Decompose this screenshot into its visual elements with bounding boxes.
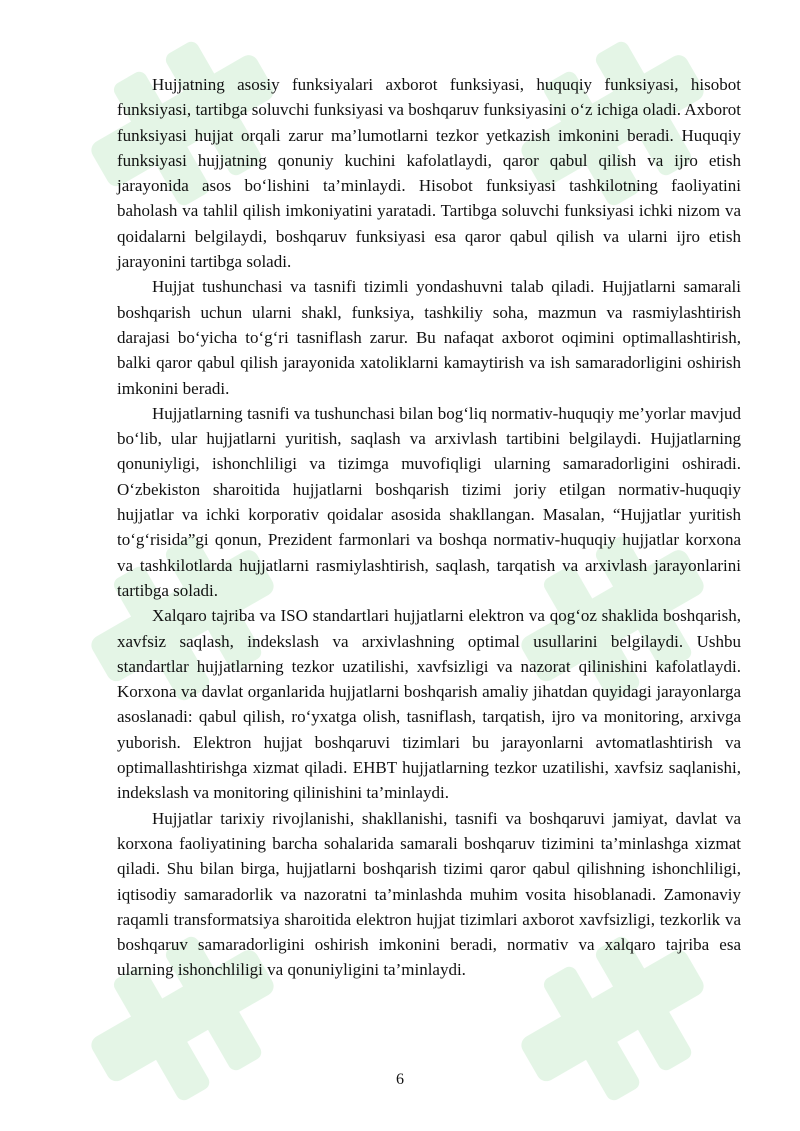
document-body	[117, 72, 741, 983]
paragraph-regulations: Hujjatlarning tasnifi va tushunchasi bilan bog‘liq normativ-huquqiy me’yorlar mavjud bo‘lib, ular hujjatlarni yuritish, saqlash va arxivlash tartibini belgilaydi. Hujjatlarning qonuniyligi, ishonchliligi va tizimga muvofiqligi ularning samaradorligini oshiradi. O‘zbekiston sharoitida hujjatlarni boshqarish tizimi joriy etilgan normativ-huquqiy hujjatlar va ichki korporativ qoidalar asosida shakllangan. Masalan, “Hujjatlar yuritish to‘g‘risida”gi qonun, Prezident farmonlari va boshqa normativ-huquqiy hujjatlar korxona va tashkilotlarda hujjatlarni rasmiylashtirish, saqlash, tarqatish va arxivlash jarayonlarini tartibga soladi.	[117, 403, 741, 600]
paragraph-classification: Hujjat tushunchasi va tasnifi tizimli yondashuvni talab qiladi. Hujjatlarni samarali boshqarish uchun ularni shakl, funksiya, tashkiliy soha, mazmun va rasmiylashtirish darajasi bo‘yicha to‘g‘ri tasniflash zarur. Bu nafaqat axborot oqimini optimallashtirish, balki qaror qabul qilish jarayonida xatoliklarni kamaytirish va ish samaradorligini oshirish imkonini beradi.	[117, 277, 741, 398]
paragraph-document-functions: Hujjatning asosiy funksiyalari axborot funksiyasi, huquqiy funksiyasi, hisobot funksiyasi, tartibga soluvchi funksiyasi va boshqaruv funksiyasini o‘z ichiga oladi. Axborot funksiyasi hujjat orqali zarur ma’lumotlarni tezkor yetkazish imkonini beradi. Huquqiy funksiyasi hujjatning qonuniy kuchini kafolatlaydi, qaror qabul qilish va ijro etish jarayonida asos bo‘lishini ta’minlaydi. Hisobot funksiyasi tashkilotning faoliyatini baholash va tahlil qilish imkoniyatini yaratadi. Tartibga soluvchi funksiyasi ichki nizom va qoidalarni belgilaydi, boshqaruv funksiyasi esa qaror qabul qilish va ularni ijro etish jarayonini tartibga soladi.	[117, 75, 741, 272]
paragraph-conclusion: Hujjatlar tarixiy rivojlanishi, shakllanishi, tasnifi va boshqaruvi jamiyat, davlat va korxona faoliyatining barcha sohalarida samarali boshqaruv tizimini ta’minlashga xizmat qiladi. Shu bilan birga, hujjatlarni boshqarish tizimi qaror qabul qilishning ishonchliligi, iqtisodiy samaradorlik va nazoratni ta’minlashda muhim vosita hisoblanadi. Zamonaviy raqamli transformatsiya sharoitida elektron hujjat tizimlari axborot xavfsizligi, tezkorlik va boshqaruv samaradorligini oshirish imkonini beradi, normativ va xalqaro tajriba esa ularning ishonchliligi va qonuniyligini ta’minlaydi.	[117, 808, 741, 980]
page-number: 6	[396, 1071, 404, 1088]
paragraph-iso-standards: Xalqaro tajriba va ISO standartlari hujjatlarni elektron va qog‘oz shaklida boshqarish, xavfsiz saqlash, indekslash va arxivlashning optimal usullarini belgilaydi. Ushbu standartlar hujjatlarning tezkor uzatilishi, xavfsizligi va nazorat qilinishini kafolatlaydi. Korxona va davlat organlarida hujjatlarni boshqarish amaliy jihatdan quyidagi jarayonlarga asoslanadi: qabul qilish, ro‘yxatga olish, tasniflash, tarqatish, ijro va monitoring, arxivga yuborish. Elektron hujjat boshqaruvi tizimlari bu jarayonlarni avtomatlashtirish va optimallashtirishga xizmat qiladi. EHBT hujjatlarning tezkor uzatilishi, xavfsiz saqlanishi, indekslash va monitoring qilinishini ta’minlaydi.	[117, 606, 741, 803]
